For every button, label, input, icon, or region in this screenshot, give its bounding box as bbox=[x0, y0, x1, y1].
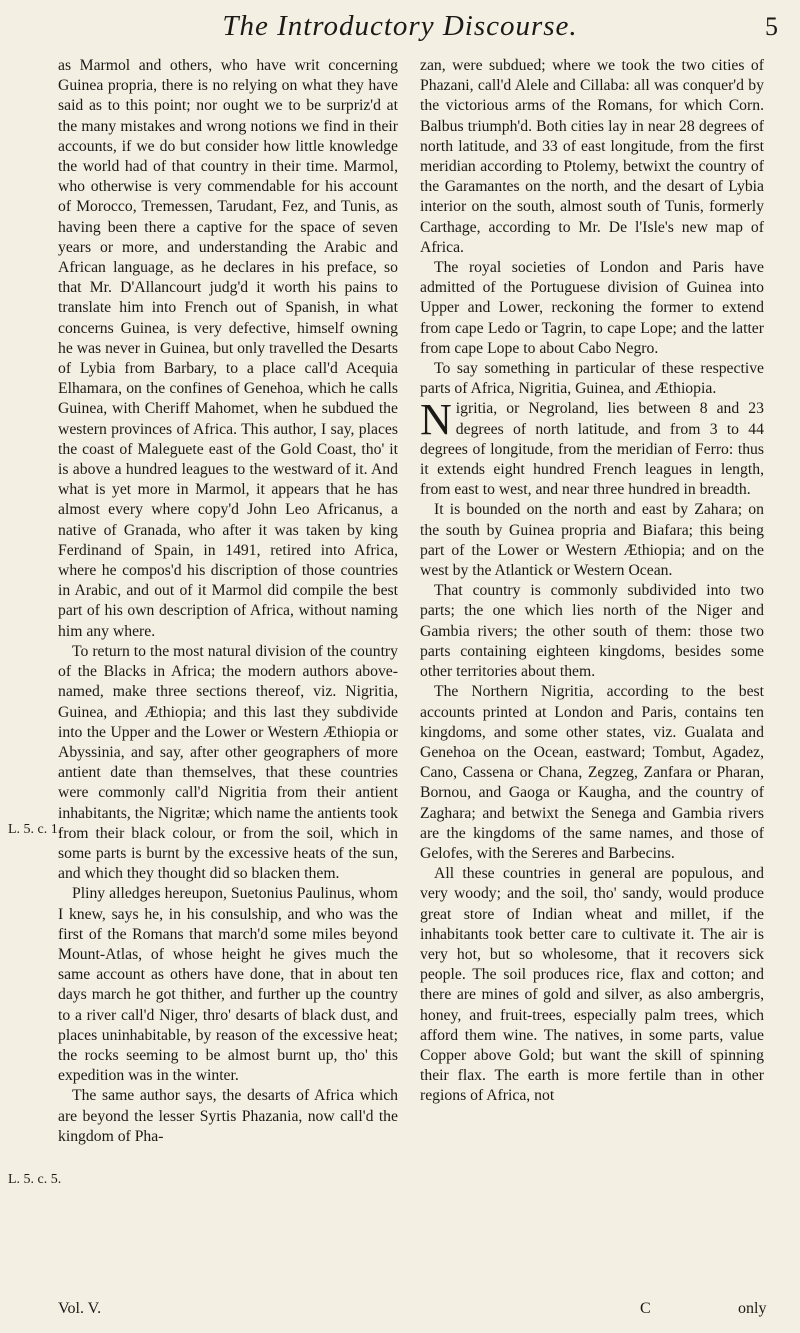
right-column bbox=[420, 56, 764, 1107]
drop-cap: N bbox=[420, 395, 452, 445]
paragraph: All these countries in general are populous, and very woody; and the soil, tho' sandy, would produce great store of Indian wheat and millet, if the inhabitants took better care to cultivate it. The air is very hot, but so wholesome, that it recovers sick people. The soil produces rice, flax and cotton; and there are mines of gold and silver, as also ambergris, honey, and fruit-trees, especially palm trees, which afford them wine. The natives, in some parts, value Copper above Gold; but want the skill of spinning their flax. The earth is more fertile than in other regions of Africa, not bbox=[420, 865, 764, 1105]
paragraph: That country is commonly subdivided into two parts; the one which lies north of the Niger and Gambia rivers; the other south of them: those two parts containing eighteen kingdoms, besides some other territories about them. bbox=[420, 582, 764, 681]
paragraph: It is bounded on the north and east by Zahara; on the south by Guinea propria and Biafara; this being part of the Lower or Western Æthiopia; and on the west by the Atlantick or Western Ocean. bbox=[420, 501, 764, 580]
paragraph: Pliny alledges hereupon, Suetonius Paulinus, whom I knew, says he, in his consulship, and who was the first of the Romans that march'd some miles beyond Mount-Atlas, of whose height he gives much the same account as others have done, that in about ten days march he got thither, and further up the country to a river call'd Niger, thro' desarts of black dust, and places uninhabitable, by reason of the excessive heat; the rocks seeming to be almost burnt up, tho' this expedition was in the winter. bbox=[58, 885, 398, 1085]
margin-note: L. 5. c. 1. bbox=[8, 822, 62, 837]
running-head bbox=[0, 10, 800, 54]
sheet-signature: C bbox=[640, 1300, 651, 1317]
page-number: 5 bbox=[765, 12, 778, 41]
paragraph: as Marmol and others, who have writ concerning Guinea propria, there is no relying on what they have said as to this point; nor ought we to be surpriz'd at the many mistakes and wrong notions we find in their accounts, if we do but consider how little knowledge the world had of that country in their time. Marmol, who otherwise is very commendable for his account of Morocco, Tremessen, Tarudant, Fez, and Tunis, as having been there a captive for the space of seven years or more, and understanding the Arabic and African language, as he declares in his preface, so that Mr. D'Allancourt judg'd it worth his pains to translate him into French out of Spanish, in what concerns Guinea, is very defective, himself owning he was never in Guinea, but only travelled the Desarts of Lybia from Barbary, to a place call'd Acequia Elhamara, on the confines of Genehoa, which he calls Guinea, with Cheriff Mahomet, when he subdued the western provinces of Africa. This author, I say, places the coast of Maleguete east of the Gold Coast, tho' it is above a hundred leagues to the westward of it. And what is yet more in Marmol, it appears that he has almost every where copy'd John Leo Africanus, a native of Granada, who after it was taken by king Ferdinand of Spain, in 1491, retired into Africa, where he compos'd his discription of those countries in Arabic, and out of it Marmol did compile the best part of his own description of Africa, without naming him any where. bbox=[58, 57, 398, 640]
paragraph: To return to the most natural division of the country of the Blacks in Africa; the modern authors above-named, make three sections thereof, viz. Nigritia, Guinea, and Æthiopia; and this last they subdivide into the Upper and the Lower or Western Æthiopia or Abyssinia, and say, after other geographers of more antient date than themselves, that these countries were commonly call'd Nigritia from their antient inhabitants, the Nigritæ; which name the antients took from their black colour, or from the soil, which in some parts is burnt by the excessive heats of the sun, and which they thought did so blacken them. bbox=[58, 642, 398, 883]
catchword: only bbox=[738, 1300, 767, 1317]
paragraph: zan, were subdued; where we took the two cities of Phazani, call'd Alele and Cillaba: all was conquer'd by the victorious arms of the Romans, for which Corn. Balbus triumph'd. Both cities lay in near 28 degrees of north latitude, and 33 of east longitude, from the first meridian according to Ptolemy, betwixt the country of the Garamantes on the north, and the desart of Lybia interior on the south, almost south of Tunis, formerly Carthage, according to Mr. De l'Isle's new map of Africa. bbox=[420, 57, 764, 256]
paragraph bbox=[420, 395, 764, 500]
paragraph: To say something in particular of these respective parts of Africa, Nigritia, Guinea, and Æthiopia. bbox=[420, 360, 764, 398]
paragraph: The Northern Nigritia, according to the best accounts printed at London and Paris, contains ten kingdoms, and some other states, viz. Gualata and Genehoa on the Ocean, eastward; Tombut, Agadez, Cano, Cassena or Chana, Zegzeg, Zanfara or Pharan, Bornou, and Gaoga or Kaugha, and the country of Zaghara; and betwixt the Senega and Gambia rivers are the kingdoms of the same names, and those of Gelofes, with the Sereres and Barbecins. bbox=[420, 683, 764, 862]
left-column bbox=[58, 56, 398, 1147]
paragraph: The same author says, the desarts of Africa which are beyond the lesser Syrtis Phazania, now call'd the kingdom of Pha- bbox=[58, 1087, 398, 1145]
paragraph: The royal societies of London and Paris have admitted of the Portuguese division of Guinea into Upper and Lower, reckoning the former to extend from cape Ledo or Tagrin, to cape Lope; and the latter from cape Lope to about Cabo Negro. bbox=[420, 259, 764, 357]
running-title: The Introductory Discourse. bbox=[222, 10, 578, 42]
margin-note: L. 5. c. 5. bbox=[8, 1172, 62, 1187]
paragraph-text: igritia, or Negroland, lies between 8 and 23 degrees of north latitude, and from 3 to 44 degrees of longitude, from the meridian of Ferro: thus it extends eight hundred French leagues in length, from east to west, and near three hundred in breadth. bbox=[420, 400, 764, 499]
volume-signature: Vol. V. bbox=[58, 1300, 102, 1317]
